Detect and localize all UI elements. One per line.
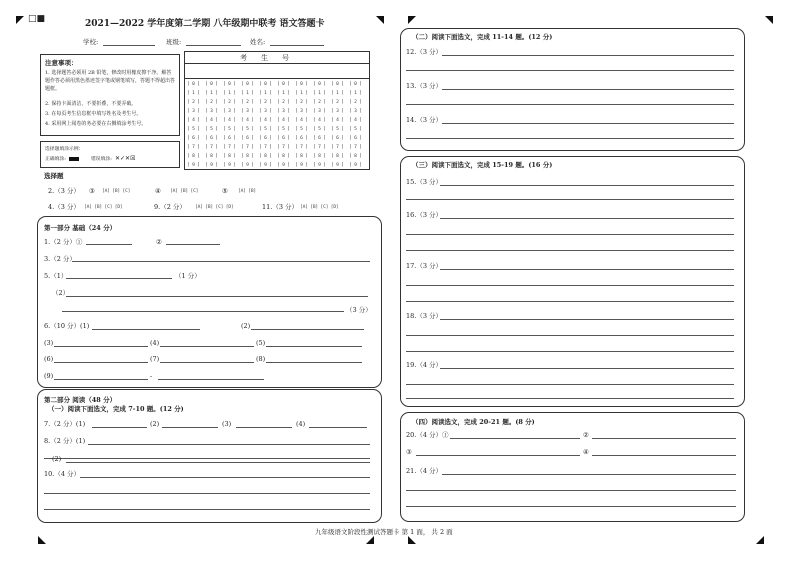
q16-label: 16.（3 分） — [406, 211, 443, 219]
corner-mark-br — [756, 536, 764, 544]
corner-mark-tm2 — [408, 16, 416, 24]
student-id-bubble[interactable]: [ 2 ] — [277, 100, 290, 105]
part1-title: 第一部分 基础（24 分） — [44, 224, 117, 232]
q6-label-2: (2) — [241, 322, 251, 330]
corner-mark-tr — [765, 16, 773, 24]
student-id-column[interactable] — [331, 80, 348, 168]
q21-label: 21.（4 分） — [406, 467, 443, 475]
answer-line[interactable] — [406, 398, 734, 399]
student-id-bubble[interactable]: [ 1 ] — [241, 91, 254, 96]
answer-line[interactable] — [440, 218, 734, 219]
fill-wrong-marks: ✕✓✕☒ — [115, 155, 136, 162]
choice-2-3-options[interactable]: [A] [B] [C] — [102, 189, 131, 194]
q1-answer-2[interactable] — [166, 244, 220, 245]
q8-answer-1[interactable] — [88, 444, 370, 445]
student-id-bubble[interactable]: [ 3 ] — [331, 109, 344, 114]
q8-label: 8.（2 分）(1) — [44, 437, 86, 445]
student-id-bubble[interactable]: [ 4 ] — [349, 118, 362, 123]
student-id-bubble[interactable]: [ 9 ] — [187, 163, 200, 168]
answer-line[interactable] — [406, 384, 734, 385]
student-id-column[interactable] — [313, 80, 330, 168]
q6-answer-3[interactable] — [54, 346, 148, 347]
q3-label: 3.（2 分） — [44, 255, 76, 263]
student-id-bubble[interactable]: [ 0 ] — [277, 82, 290, 87]
q6-answer-7[interactable] — [160, 362, 254, 363]
student-id-bubble[interactable]: [ 3 ] — [241, 109, 254, 114]
q6-answer-6[interactable] — [54, 362, 148, 363]
student-id-column[interactable] — [277, 80, 294, 168]
student-id-bubble[interactable]: [ 3 ] — [223, 109, 236, 114]
choice-2-4-options[interactable]: [A] [B] [C] — [170, 189, 199, 194]
student-id-bubble[interactable]: [ 8 ] — [259, 154, 272, 159]
q14-answer-1[interactable] — [442, 123, 734, 124]
student-id-column[interactable] — [187, 80, 204, 168]
school-field[interactable] — [103, 45, 155, 46]
q7-answer-2[interactable] — [162, 427, 218, 428]
student-id-bubble[interactable]: [ 2 ] — [295, 100, 308, 105]
student-id-column[interactable] — [259, 80, 276, 168]
choice-11-label: 11.（3 分） — [262, 203, 299, 211]
q6-label-7: (7) — [150, 355, 160, 363]
student-id-column[interactable] — [223, 80, 240, 168]
page-title: 2021—2022 学年度第二学期 八年级期中联考 语文答题卡 — [85, 19, 325, 29]
student-id-bubble[interactable]: [ 3 ] — [349, 109, 362, 114]
q13-answer-1[interactable] — [442, 89, 734, 90]
student-id-bubble[interactable]: [ 7 ] — [223, 145, 236, 150]
q1-label: 1.（2 分）① — [44, 238, 83, 246]
choice-4-label: 4.（3 分） — [48, 203, 80, 211]
student-id-bubble[interactable]: [ 8 ] — [205, 154, 218, 159]
student-id-bubble[interactable]: [ 8 ] — [349, 154, 362, 159]
student-id-column[interactable] — [295, 80, 312, 168]
student-id-bubble[interactable]: [ 4 ] — [241, 118, 254, 123]
q20-label: 20.（4 分）① — [406, 431, 449, 439]
student-id-bubble[interactable]: [ 1 ] — [223, 91, 236, 96]
student-id-bubble[interactable]: [ 5 ] — [259, 127, 272, 132]
student-id-bubble[interactable]: [ 0 ] — [349, 82, 362, 87]
answer-line[interactable] — [406, 351, 734, 352]
answer-line[interactable] — [406, 234, 734, 235]
section3-title: （三）阅读下面选文，完成 15-19 题。(16 分) — [412, 161, 553, 169]
student-id-bubble[interactable]: [ 6 ] — [259, 136, 272, 141]
student-id-bubble[interactable]: [ 0 ] — [187, 82, 200, 87]
student-id-bubble[interactable]: [ 8 ] — [331, 154, 344, 159]
q6-answer-4[interactable] — [160, 346, 254, 347]
student-id-bubble[interactable]: [ 0 ] — [331, 82, 344, 87]
q6-label-5: (5) — [256, 339, 266, 347]
student-id-bubble[interactable]: [ 5 ] — [187, 127, 200, 132]
student-id-bubble[interactable]: [ 7 ] — [313, 145, 326, 150]
q12-label: 12.（3 分） — [406, 48, 443, 56]
student-id-bubble[interactable]: [ 2 ] — [331, 100, 344, 105]
student-id-bubble[interactable]: [ 7 ] — [295, 145, 308, 150]
student-id-bubble[interactable]: [ 4 ] — [331, 118, 344, 123]
student-id-column[interactable] — [241, 80, 258, 168]
answer-line[interactable] — [440, 269, 734, 270]
student-id-bubble[interactable]: [ 3 ] — [277, 109, 290, 114]
q6-answer-8[interactable] — [266, 362, 362, 363]
student-id-bubble[interactable]: [ 6 ] — [223, 136, 236, 141]
q17-label: 17.（3 分） — [406, 262, 443, 270]
student-id-bubble[interactable]: [ 8 ] — [277, 154, 290, 159]
student-id-bubble[interactable]: [ 5 ] — [331, 127, 344, 132]
student-id-bubble[interactable]: [ 6 ] — [187, 136, 200, 141]
q20-label-2: ② — [583, 431, 589, 439]
q10-answer-1[interactable] — [80, 477, 370, 478]
student-id-bubble[interactable]: [ 3 ] — [313, 109, 326, 114]
student-id-bubble[interactable]: [ 5 ] — [241, 127, 254, 132]
q7-label: 7.（2 分）(1) — [44, 420, 86, 428]
student-id-bubble[interactable]: [ 3 ] — [205, 109, 218, 114]
student-id-bubble[interactable]: [ 0 ] — [295, 82, 308, 87]
choice-9-options[interactable]: [A] [B] [C] [D] — [195, 205, 234, 210]
answer-line[interactable] — [440, 185, 734, 186]
note-3: 3. 在每页考生信息框中填写姓名及考生号。 — [45, 111, 142, 117]
q6-label: 6.（10 分）(1) — [44, 322, 90, 330]
student-id-bubble[interactable]: [ 8 ] — [313, 154, 326, 159]
q14-answer-2[interactable] — [406, 138, 734, 139]
student-id-bubble[interactable]: [ 7 ] — [277, 145, 290, 150]
student-id-bubble[interactable]: [ 6 ] — [295, 136, 308, 141]
student-id-column[interactable] — [349, 80, 366, 168]
student-id-bubble[interactable]: [ 0 ] — [259, 82, 272, 87]
student-id-bubble[interactable]: [ 6 ] — [277, 136, 290, 141]
note-4: 4. 采用网上阅卷的务必要在右侧填涂考生号。 — [45, 121, 147, 127]
q5-label: 5.（1） — [44, 272, 68, 280]
answer-line[interactable] — [440, 319, 734, 320]
student-id-bubble[interactable]: [ 6 ] — [331, 136, 344, 141]
choice-2-num5: ⑤ — [222, 187, 228, 195]
choice-2-5-options[interactable]: [A] [B] — [238, 189, 256, 194]
q8-answer-1b[interactable] — [44, 458, 370, 459]
q13-answer-2[interactable] — [406, 104, 734, 105]
choice-2-num4: ④ — [155, 187, 161, 195]
student-id-bubble[interactable]: [ 7 ] — [205, 145, 218, 150]
section4-title: （四）阅读选文，完成 20-21 题。(8 分) — [412, 418, 535, 426]
q6-label-3: (3) — [44, 339, 54, 347]
q5-answer-1[interactable] — [66, 278, 172, 279]
student-id-bubble[interactable]: [ 5 ] — [313, 127, 326, 132]
student-id-bubble[interactable]: [ 7 ] — [241, 145, 254, 150]
student-id-bubble[interactable]: [ 1 ] — [331, 91, 344, 96]
student-id-bubble[interactable]: [ 7 ] — [187, 145, 200, 150]
q10-answer-2[interactable] — [44, 493, 370, 494]
q21-answer-2[interactable] — [406, 490, 736, 491]
q13-label: 13.（3 分） — [406, 82, 443, 90]
student-id-bubble[interactable]: [ 7 ] — [349, 145, 362, 150]
choice-2-num3: ③ — [89, 187, 95, 195]
notes-box — [40, 54, 180, 136]
q20-label-4: ④ — [583, 448, 589, 456]
q6-label-8: (8) — [256, 355, 266, 363]
answer-line[interactable] — [406, 199, 734, 200]
student-id-bubble[interactable]: [ 9 ] — [277, 163, 290, 168]
student-id-bubble[interactable]: [ 1 ] — [259, 91, 272, 96]
q21-answer-3[interactable] — [406, 506, 736, 507]
q7-answer-3[interactable] — [236, 427, 292, 428]
student-id-bubble[interactable]: [ 9 ] — [349, 163, 362, 168]
student-id-bubble[interactable]: [ 4 ] — [277, 118, 290, 123]
corner-squares: □■ — [28, 14, 46, 24]
student-id-bubble[interactable]: [ 3 ] — [187, 109, 200, 114]
student-id-bubble[interactable]: [ 5 ] — [349, 127, 362, 132]
student-id-bubble[interactable]: [ 2 ] — [349, 100, 362, 105]
student-id-bubble[interactable]: [ 9 ] — [205, 163, 218, 168]
q5-answer-2[interactable] — [66, 296, 368, 297]
q6-dash: - — [150, 372, 153, 380]
q10-answer-3[interactable] — [44, 509, 370, 510]
student-id-bubble[interactable]: [ 9 ] — [241, 163, 254, 168]
student-id-bubble[interactable]: [ 9 ] — [313, 163, 326, 168]
fill-example-box — [40, 141, 180, 168]
q7-answer-1[interactable] — [92, 427, 147, 428]
q6-label-9: (9) — [44, 372, 54, 380]
q5-answer-3[interactable] — [62, 311, 344, 312]
part2-subtitle: （一）阅读下面选文，完成 7-10 题。(12 分) — [48, 405, 184, 413]
q12-answer-1[interactable] — [442, 55, 734, 56]
q21-answer-1[interactable] — [442, 474, 736, 475]
class-label: 班级: — [166, 38, 182, 46]
answer-line[interactable] — [440, 368, 734, 369]
q7-label-3: (3) — [222, 420, 232, 428]
student-id-bubble[interactable]: [ 0 ] — [223, 82, 236, 87]
q5-score: （1 分） — [175, 272, 201, 280]
q7-label-4: (4) — [296, 420, 306, 428]
note-1: 1. 选择题答必须用 2B 铅笔，修改时用橡皮擦干净。解答题作答必须用黑色墨迹签字笔或钢笔填写，答题不得超出答题框。 — [45, 70, 176, 92]
q20-label-3: ③ — [406, 448, 412, 456]
q6-answer-5[interactable] — [266, 346, 362, 347]
fill-example-title: 选择题填涂示例： — [45, 147, 84, 152]
q6-answer-1[interactable] — [92, 329, 200, 330]
student-id-bubble[interactable]: [ 4 ] — [259, 118, 272, 123]
student-id-bubble[interactable]: [ 4 ] — [205, 118, 218, 123]
student-id-bubble[interactable]: [ 4 ] — [223, 118, 236, 123]
student-id-bubble[interactable]: [ 1 ] — [277, 91, 290, 96]
student-id-bubble[interactable]: [ 5 ] — [223, 127, 236, 132]
q6-label-4: (4) — [150, 339, 160, 347]
student-id-bubble[interactable]: [ 5 ] — [295, 127, 308, 132]
answer-line[interactable] — [406, 335, 734, 336]
q8-label-2: (2) — [52, 455, 62, 463]
student-id-bubble[interactable]: [ 2 ] — [313, 100, 326, 105]
q20-answer-4[interactable] — [592, 455, 736, 456]
q5-label-2: （2） — [52, 289, 70, 297]
q8-answer-2[interactable] — [66, 462, 370, 463]
q7-label-2: (2) — [150, 420, 160, 428]
note-2: 2. 保持卡面清洁，不要折叠，不要弄破。 — [45, 101, 137, 107]
q20-answer-2[interactable] — [592, 438, 736, 439]
student-id-bubble[interactable]: [ 0 ] — [241, 82, 254, 87]
page-footer: 九年级语文阶段性测试答题卡 第 1 面， 共 2 面 — [315, 528, 453, 536]
student-id-bubble[interactable]: [ 8 ] — [295, 154, 308, 159]
student-id-bubble[interactable]: [ 9 ] — [223, 163, 236, 168]
student-id-bubble[interactable]: [ 8 ] — [187, 154, 200, 159]
q7-answer-4[interactable] — [309, 427, 367, 428]
part2-title: 第二部分 阅读（48 分） — [44, 396, 117, 404]
class-field[interactable] — [186, 45, 241, 46]
q14-label: 14.（3 分） — [406, 116, 443, 124]
student-id-bubble[interactable]: [ 6 ] — [313, 136, 326, 141]
choice-9-label: 9.（2 分） — [154, 203, 186, 211]
student-id-bubble[interactable]: [ 7 ] — [259, 145, 272, 150]
answer-line[interactable] — [406, 250, 734, 251]
fill-wrong-label: 错误填涂: — [91, 157, 112, 162]
student-id-bubble[interactable]: [ 3 ] — [295, 109, 308, 114]
student-id-bubble[interactable]: [ 9 ] — [259, 163, 272, 168]
student-id-bubble[interactable]: [ 0 ] — [313, 82, 326, 87]
student-id-label: 考 生 号 — [240, 54, 289, 62]
student-id-column[interactable] — [205, 80, 222, 168]
student-id-bubble[interactable]: [ 9 ] — [331, 163, 344, 168]
q6-answer-2[interactable] — [251, 329, 364, 330]
student-id-bubble[interactable]: [ 6 ] — [205, 136, 218, 141]
corner-mark-bl — [38, 536, 46, 544]
student-id-bubble[interactable]: [ 1 ] — [313, 91, 326, 96]
student-id-bubble[interactable]: [ 0 ] — [205, 82, 218, 87]
name-label: 姓名: — [250, 38, 266, 46]
notes-title: 注意事项： — [45, 59, 78, 67]
q6-answer-9b[interactable] — [158, 379, 264, 380]
choice-title: 选择题 — [44, 172, 64, 180]
q3-answer[interactable] — [72, 261, 370, 262]
choice-2-label: 2.（3 分） — [48, 187, 80, 195]
student-id-bubble[interactable]: [ 1 ] — [295, 91, 308, 96]
student-id-bubble[interactable]: [ 9 ] — [295, 163, 308, 168]
q6-label-6: (6) — [44, 355, 54, 363]
q19-label: 19.（4 分） — [406, 361, 443, 369]
q15-label: 15.（3 分） — [406, 178, 443, 186]
student-id-bubble[interactable]: [ 8 ] — [223, 154, 236, 159]
student-id-bubble[interactable]: [ 1 ] — [205, 91, 218, 96]
student-id-bubble[interactable]: [ 1 ] — [349, 91, 362, 96]
student-id-bubble[interactable]: [ 6 ] — [241, 136, 254, 141]
student-id-bubble[interactable]: [ 6 ] — [349, 136, 362, 141]
student-id-bubble[interactable]: [ 4 ] — [295, 118, 308, 123]
answer-line[interactable] — [406, 285, 734, 286]
section2-title: （二）阅读下面选文，完成 11-14 题。(12 分) — [412, 33, 553, 41]
corner-mark-bm2 — [408, 536, 416, 544]
student-id-bubble[interactable]: [ 2 ] — [241, 100, 254, 105]
student-id-bubble[interactable]: [ 5 ] — [205, 127, 218, 132]
student-id-bubble[interactable]: [ 3 ] — [259, 109, 272, 114]
student-id-bubble[interactable]: [ 8 ] — [241, 154, 254, 159]
fill-correct-label: 正确填涂: — [45, 157, 66, 162]
section3-box — [400, 156, 745, 407]
student-id-bubble[interactable]: [ 4 ] — [187, 118, 200, 123]
student-id-bubble[interactable]: [ 2 ] — [259, 100, 272, 105]
corner-mark-tl — [16, 16, 24, 24]
student-id-bubble[interactable]: [ 2 ] — [205, 100, 218, 105]
name-field[interactable] — [270, 45, 324, 46]
student-id-bubble[interactable]: [ 4 ] — [313, 118, 326, 123]
q1-answer-1[interactable] — [86, 244, 132, 245]
school-label: 学校: — [83, 38, 99, 46]
student-id-bubble[interactable]: [ 7 ] — [331, 145, 344, 150]
q20-answer-1[interactable] — [450, 438, 580, 439]
q6-answer-9a[interactable] — [54, 379, 148, 380]
q10-label: 10.（4 分） — [44, 470, 81, 478]
q20-answer-3[interactable] — [416, 455, 580, 456]
q5-score-2: （3 分） — [346, 306, 372, 314]
choice-4-options[interactable]: [A] [B] [C] [D] — [84, 205, 123, 210]
student-id-bubble[interactable]: [ 2 ] — [223, 100, 236, 105]
student-id-bubble[interactable]: [ 1 ] — [187, 91, 200, 96]
choice-11-options[interactable]: [A] [B] [C] [D] — [300, 205, 339, 210]
answer-line[interactable] — [406, 301, 734, 302]
q1-label-2: ② — [156, 238, 162, 246]
q18-label: 18.（3 分） — [406, 312, 443, 320]
student-id-bubble[interactable]: [ 2 ] — [187, 100, 200, 105]
corner-mark-tm — [376, 16, 384, 24]
student-id-bubble[interactable]: [ 5 ] — [277, 127, 290, 132]
q12-answer-2[interactable] — [406, 70, 734, 71]
corner-mark-bm — [366, 536, 374, 544]
fill-correct-mark — [69, 157, 79, 161]
